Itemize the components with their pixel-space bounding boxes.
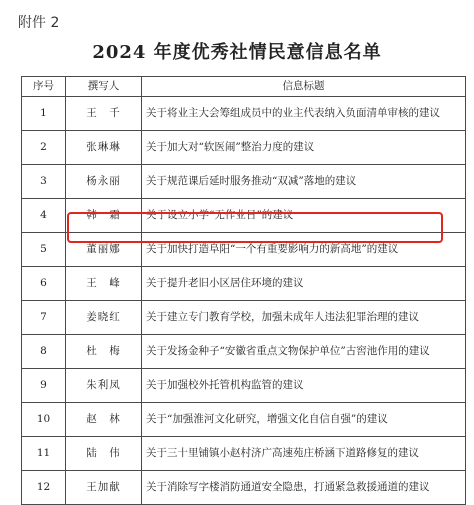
- row-number: 5: [22, 233, 66, 267]
- row-author: 张琳琳: [66, 131, 142, 165]
- table-row: [22, 335, 466, 369]
- row-author: 董丽娜: [66, 233, 142, 267]
- table-header-row: [22, 77, 466, 97]
- row-number: 11: [22, 437, 66, 471]
- row-number: 1: [22, 97, 66, 131]
- row-author: 王 峰: [66, 267, 142, 301]
- table-row: [22, 301, 466, 335]
- table-row: [22, 369, 466, 403]
- row-topic: 关于加大对“软医闹”整治力度的建议: [142, 131, 466, 165]
- row-author: 王 千: [66, 97, 142, 131]
- row-author: 杜 梅: [66, 335, 142, 369]
- row-number: 4: [22, 199, 66, 233]
- row-topic: 关于提升老旧小区居住环境的建议: [142, 267, 466, 301]
- table-body: [22, 97, 466, 505]
- table-row: [22, 437, 466, 471]
- row-author: 杨永丽: [66, 165, 142, 199]
- row-author: 赵 林: [66, 403, 142, 437]
- row-author: 朱利凤: [66, 369, 142, 403]
- row-topic: 关于三十里铺镇小赵村济广高速苑庄桥涵下道路修复的建议: [142, 437, 466, 471]
- attachment-label: 附件 2: [18, 15, 60, 31]
- row-number: 10: [22, 403, 66, 437]
- row-number: 6: [22, 267, 66, 301]
- row-author: 陆 伟: [66, 437, 142, 471]
- table-row: [22, 267, 466, 301]
- row-author: 王加献: [66, 471, 142, 505]
- row-number: 9: [22, 369, 66, 403]
- row-topic: 关于将业主大会筹组成员中的业主代表纳入负面清单审核的建议: [142, 97, 466, 131]
- row-number: 7: [22, 301, 66, 335]
- table-row: [22, 233, 466, 267]
- row-topic: 关于设立小学“无作业日”的建议: [142, 199, 466, 233]
- table-row: [22, 471, 466, 505]
- row-topic: 关于建立专门教育学校，加强未成年人违法犯罪治理的建议: [142, 301, 466, 335]
- row-topic: 关于加快打造阜阳“一个有重要影响力的新高地”的建议: [142, 233, 466, 267]
- row-number: 2: [22, 131, 66, 165]
- row-topic: 关于发扬金种子“安徽省重点文物保护单位”古窖池作用的建议: [142, 335, 466, 369]
- table-row: [22, 131, 466, 165]
- row-topic: 关于“加强淮河文化研究，增强文化自信自强”的建议: [142, 403, 466, 437]
- row-number: 8: [22, 335, 66, 369]
- table-row: [22, 403, 466, 437]
- info-list-table: [21, 76, 466, 505]
- header-title: 信息标题: [142, 77, 466, 97]
- table-row: [22, 97, 466, 131]
- row-topic: 关于加强校外托管机构监管的建议: [142, 369, 466, 403]
- header-author: 撰写人: [66, 77, 142, 97]
- row-topic: 关于规范课后延时服务推动“双减”落地的建议: [142, 165, 466, 199]
- header-number: 序号: [22, 77, 66, 97]
- row-topic: 关于消除写字楼消防通道安全隐患，打通紧急救援通道的建议: [142, 471, 466, 505]
- table-row: [22, 165, 466, 199]
- row-author: 韩 霜: [66, 199, 142, 233]
- row-number: 12: [22, 471, 66, 505]
- row-number: 3: [22, 165, 66, 199]
- table-row: [22, 199, 466, 233]
- row-author: 姜晓红: [66, 301, 142, 335]
- page-title: 2024 年度优秀社情民意信息名单: [92, 42, 382, 63]
